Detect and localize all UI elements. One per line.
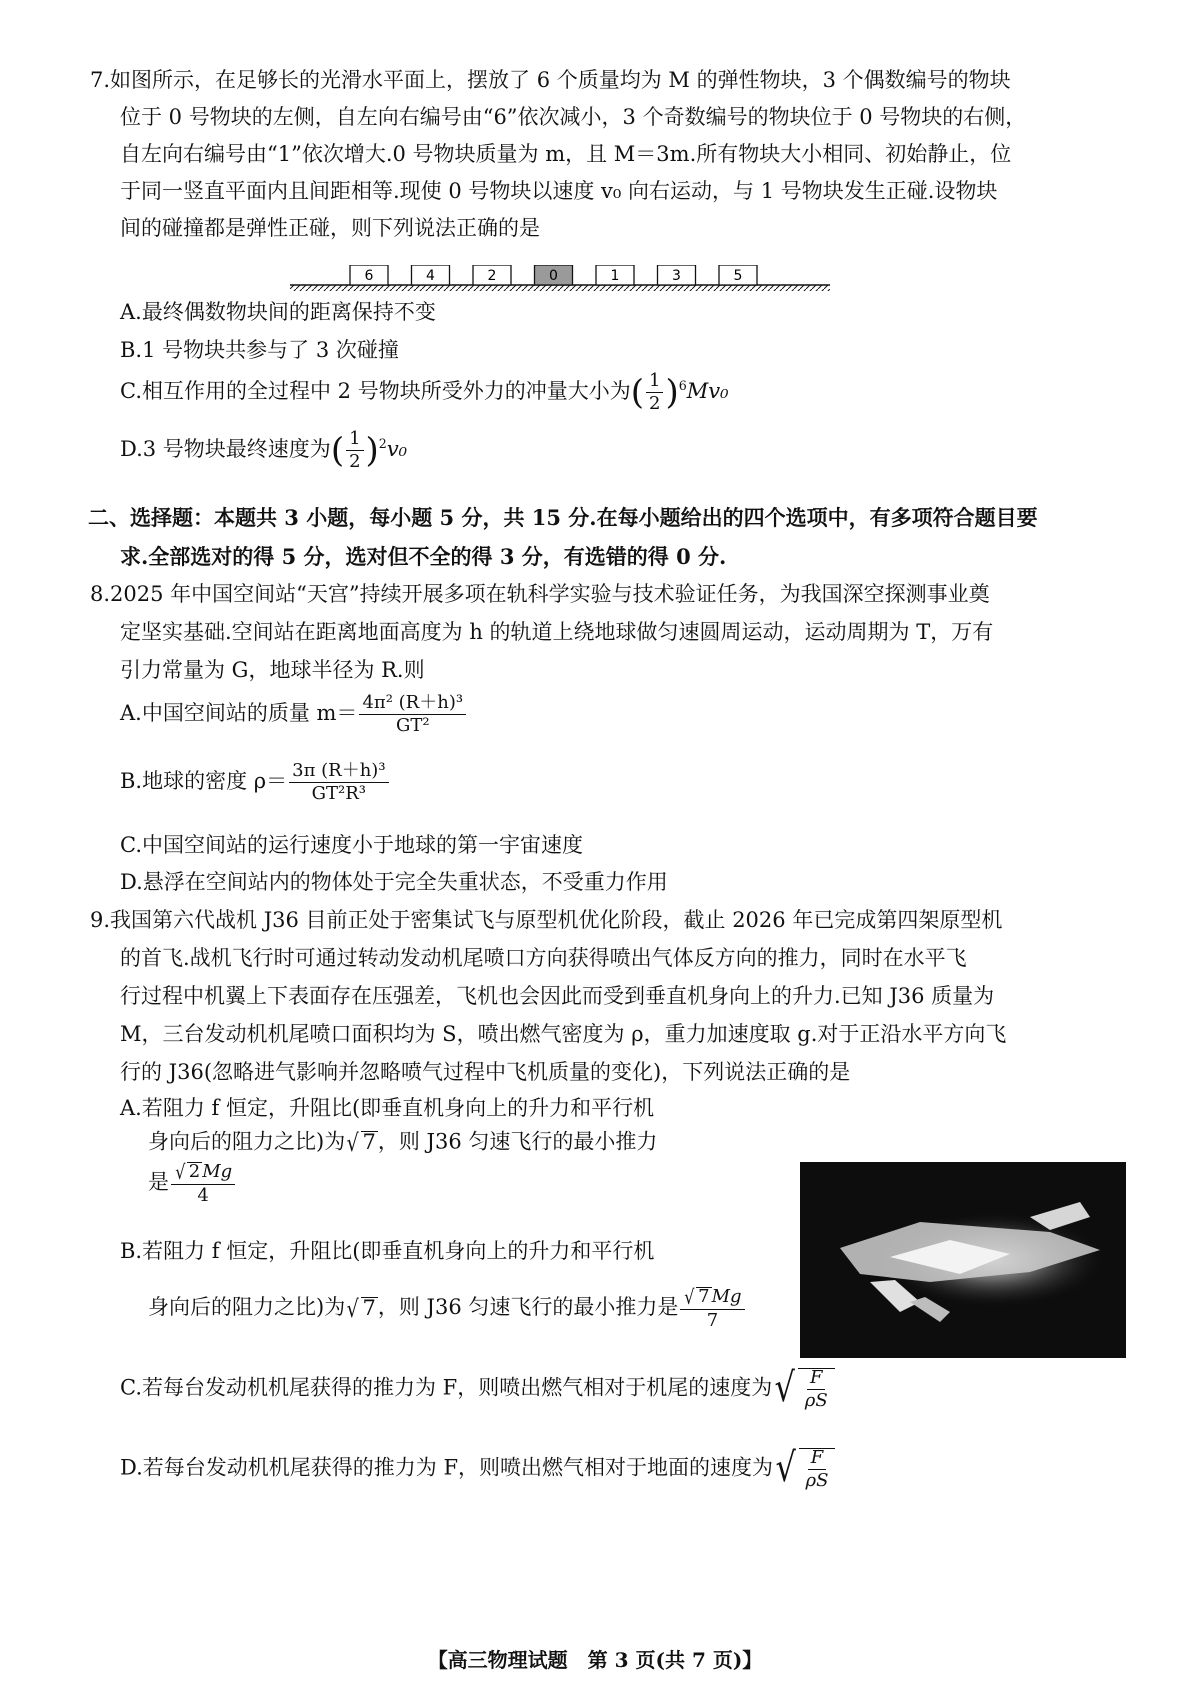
q9-option-a-line-3: 是 √ 2 Mg 4 [148,1162,237,1205]
q9-option-a-line-2: 身向后的阻力之比)为 √ 7 ，则 J36 匀速飞行的最小推力 [148,1129,658,1157]
q7-option-a: A.最终偶数物块间的距离保持不变 [120,300,436,324]
q9-option-d [120,1445,835,1491]
q7-line-3: 自左向右编号由“1”依次增大.0 号物块质量为 m，且 M＝3m.所有物块大小相同、初始静止，位 [120,142,1012,166]
block-label-4: 4 [426,268,435,284]
q7-c-fraction: $\frac{1}{2}$ [646,372,663,413]
q9-option-c-text: C.若每台发动机机尾获得的推力为 F，则喷出燃气相对于机尾的速度为 [120,1375,773,1400]
q9-a-sqrt7: √ 7 [346,1129,376,1157]
q9-b-sqrt7: √ 7 [346,1294,376,1323]
q8-a-fraction: $\frac{\text{4π² (R＋h)³}}{\text{GT²}}$ [359,694,466,735]
q9-b-fraction: √ 7 Mg 7 [680,1287,744,1330]
q7-line-4: 于同一竖直平面内且间距相等.现使 0 号物块以速度 v₀ 向右运动，与 1 号物块发生正碰.设物块 [120,179,998,203]
q7-d-exponent: 2 [378,436,387,451]
q7-option-c-text: C.相互作用的全过程中 2 号物块所受外力的冲量大小为 [120,379,631,403]
q7-option-c: C.相互作用的全过程中 2 号物块所受外力的冲量大小为( $\frac{1}{2}$ )$^6$Mv₀ [120,370,729,414]
q7-option-b: B.1 号物块共参与了 3 次碰撞 [120,338,399,362]
block-label-0: 0 [549,268,558,284]
q8-option-a [120,694,468,735]
q9-a-fraction: √ 2 Mg 4 [171,1162,235,1205]
j36-aircraft-photo [800,1162,1126,1358]
q9-line-1: 9.我国第六代战机 J36 目前正处于密集试飞与原型机优化阶段，截止 2026 年已完成第四架原型机 [90,908,1003,932]
q8-option-b [120,762,391,803]
q7-c-post: Mv₀ [686,379,729,403]
q9-option-a-line-1: A.若阻力 f 恒定，升阻比(即垂直机身向上的升力和平行机 [120,1096,655,1120]
section2-heading-line-1: 二、选择题：本题共 3 小题，每小题 5 分，共 15 分.在每小题给出的四个选项中，有多项符合题目要 [88,505,1038,530]
q7-d-post: v₀ [386,437,408,461]
q9-c-sqrt: √ $\frac{F}{\rho S}$ [772,1368,834,1410]
blocks-diagram [290,265,850,293]
q7-d-fraction: $\frac{1}{2}$ [346,430,363,471]
q8-option-c: C.中国空间站的运行速度小于地球的第一宇宙速度 [120,833,583,857]
q8-line-2: 定坚实基础.空间站在距离地面高度为 h 的轨道上绕地球做匀速圆周运动，运动周期为 T，万有 [120,620,994,644]
q7-option-d: D.3 号物块最终速度为( $\frac{1}{2}$ )$^2$v₀ [120,428,408,472]
q9-line-5: 行的 J36(忽略进气影响并忽略喷气过程中飞机质量的变化)，下列说法正确的是 [120,1060,851,1084]
q9-line-3: 行过程中机翼上下表面存在压强差，飞机也会因此而受到垂直机身向上的升力.已知 J36 质量为 [120,984,995,1008]
q8-line-1: 8.2025 年中国空间站“天宫”持续开展多项在轨科学实验与技术验证任务，为我国深空探测事业奠 [90,582,990,606]
q9-line-2: 的首飞.战机飞行时可通过转动发动机尾喷口方向获得喷出气体反方向的推力，同时在水平飞 [120,946,967,970]
q9-option-c [120,1365,835,1411]
q7-option-d-text: D.3 号物块最终速度为 [120,437,331,461]
block-label-1: 1 [610,268,620,284]
q9-d-sqrt: √ $\frac{F}{\rho S}$ [773,1448,835,1490]
q8-line-3: 引力常量为 G，地球半径为 R.则 [120,658,425,682]
page-footer: 【高三物理试题 第 3 页(共 7 页)】 [427,1648,763,1672]
q7-c-exponent: 6 [678,378,687,393]
q8-option-b-text: B.地球的密度 ρ＝ [120,769,288,793]
q8-b-fraction: $\frac{\text{3π (R＋h)³}}{\text{GT²R³}}$ [289,762,388,803]
q8-option-d: D.悬浮在空间站内的物体处于完全失重状态，不受重力作用 [120,870,668,894]
q7-line-2: 位于 0 号物块的左侧，自左向右编号由“6”依次减小，3 个奇数编号的物块位于 0 号物块的右侧， [120,105,1027,129]
block-label-5: 5 [733,268,743,284]
block-label-6: 6 [364,268,374,284]
block-label-2: 2 [487,268,497,284]
q7-line-5: 间的碰撞都是弹性正碰，则下列说法正确的是 [120,216,540,240]
section2-heading-line-2: 求.全部选对的得 5 分，选对但不全的得 3 分，有选错的得 0 分. [120,544,727,569]
ground-hatch [290,285,830,291]
q9-line-4: M，三台发动机机尾喷口面积均为 S，喷出燃气密度为 ρ，重力加速度取 g.对于正沿水平方向飞 [120,1022,1007,1046]
q9-option-b-line-2: 身向后的阻力之比)为 √ 7 ，则 J36 匀速飞行的最小推力是 √ 7 Mg 7 [148,1287,747,1330]
q8-option-a-text: A.中国空间站的质量 m＝ [120,701,358,725]
q9-option-d-text: D.若每台发动机机尾获得的推力为 F，则喷出燃气相对于地面的速度为 [120,1455,774,1480]
block-label-3: 3 [672,268,681,284]
q7-line-1: 7.如图所示，在足够长的光滑水平面上，摆放了 6 个质量均为 M 的弹性物块，3 个偶数编号的物块 [90,68,1011,92]
q9-option-b-line-1: B.若阻力 f 恒定，升阻比(即垂直机身向上的升力和平行机 [120,1239,655,1263]
